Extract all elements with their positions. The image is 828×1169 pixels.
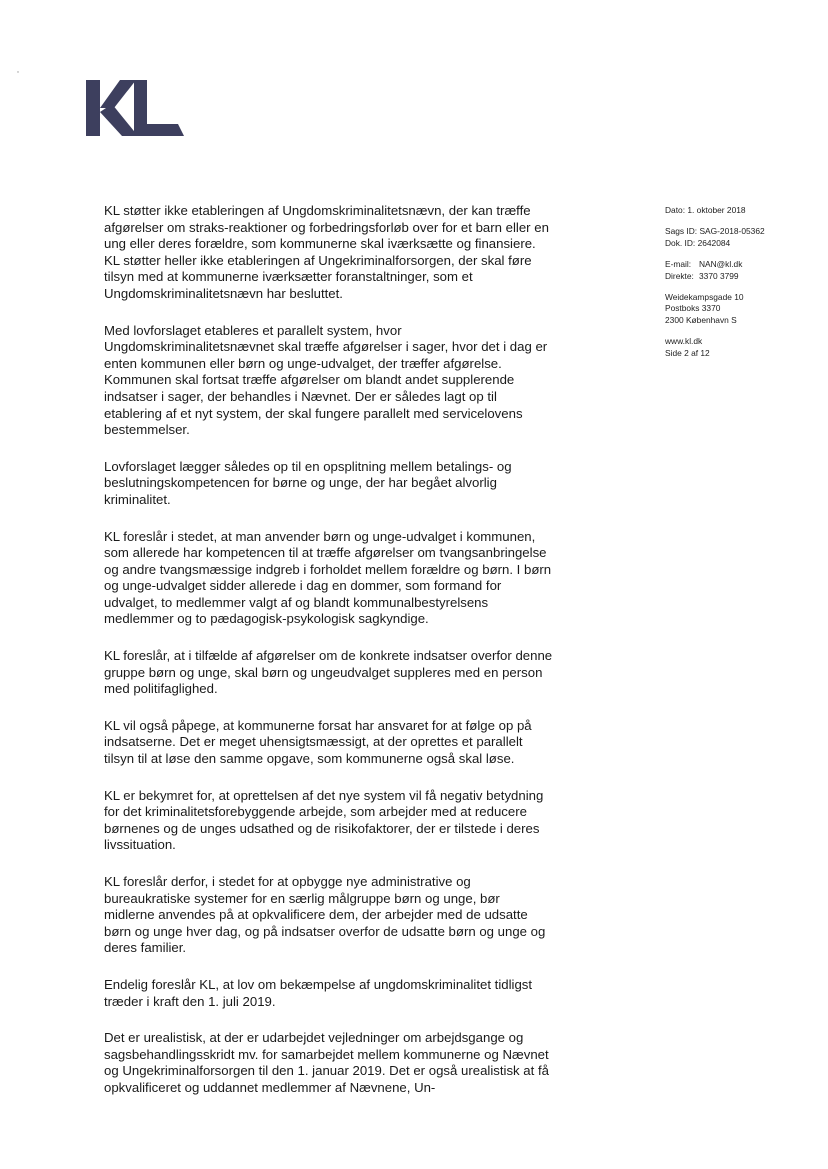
direkte-label: Direkte: xyxy=(665,270,694,281)
kl-logo xyxy=(86,78,184,140)
address-city: 2300 København S xyxy=(665,314,737,325)
document-id: Dok. ID: 2642084 xyxy=(665,237,731,248)
paragraph: Det er urealistisk, at der er udarbejdet vejledninger om arbejdsgange og sagsbehandlingsskridt mv. for samarbejdet mellem kommunerne og Nævnet og Ungekriminalforsorgen til den 1. januar 2019. Det er også urealistisk at få opkvalificeret og uddannet medlemmer af Nævnene, Un- xyxy=(104,1030,549,1095)
web-and-page xyxy=(665,336,805,359)
phone-line xyxy=(665,271,805,282)
direkte-value: 3370 3799 xyxy=(699,270,739,281)
paragraph: KL er bekymret for, at oprettelsen af det nye system vil få negativ betydning for det kriminalitetsforebyggende arbejde, som arbejder med at reducere børnenes og de unges udsathed og de risikofaktorer, der er tilstede i deres livssituation. xyxy=(104,787,544,853)
paragraph: KL foreslår derfor, i stedet for at opbygge nye administrative og bureaukratiske systemer for en særlig målgruppe børn og unge, bør midlerne anvendes på at opkvalificere dem, der arbejder med de udsatte børn og unge hver dag, og på indsatser overfor de udsatte børn og unge og deres familier. xyxy=(104,874,546,956)
letter-metadata-sidebar xyxy=(665,205,805,369)
letter-body xyxy=(104,203,554,1117)
paragraph: Lovforslaget lægger således op til en opsplitning mellem betalings- og beslutningskompetencen for børne og unge, der har begået alvorlig kriminalitet. xyxy=(104,458,512,507)
paragraph: Med lovforslaget etableres et parallelt system, hvor Ungdomskriminalitetsnævnet skal træffe afgørelser i sager, hvor det i dag er enten kommunen eller børn og unge-udvalget, der træffer afgørelse. Kommunen skal fortsat træffe afgørelser om blandt andet supplerende indsatser i sager, der behandles i Nævnet. Der er således lagt op til etablering af et nyt system, der skal fungere parallelt med servicelovens bestemmelser. xyxy=(104,322,548,438)
date-group xyxy=(665,205,805,216)
paragraph: KL vil også påpege, at kommunerne forsat har ansvaret for at følge op på indsatserne. Det er meget uhensigtsmæssigt, at der oprettes et parallelt tilsyn til at løse den samme opgave, som kommunerne også skal løse. xyxy=(104,717,532,767)
scan-speck-marks xyxy=(10,20,40,80)
case-id: Sags ID: SAG-2018-05362 xyxy=(665,226,765,237)
page-number: Side 2 af 12 xyxy=(665,347,710,358)
address-street: Weidekampsgade 10 xyxy=(665,292,744,303)
website: www.kl.dk xyxy=(665,336,703,347)
paragraph: KL støtter ikke etableringen af Ungdomskriminalitetsnævn, der kan træffe afgørelser om straks-reaktioner og forbedringsforløb over for et barn eller en ung eller deres forældre, som kommunerne skal iværksætte og finansiere. KL støtter heller ikke etableringen af Ungekriminalforsorgen, der skal føre tilsyn med at kommunerne iværksætter foranstaltninger, som et Ungdomskriminalitetsnævn har besluttet. xyxy=(104,203,549,301)
paragraph: KL foreslår, at i tilfælde af afgørelser om de konkrete indsatser overfor denne gruppe børn og unge, skal børn og ungeudvalget suppleres med en person med politifaglighed. xyxy=(104,648,553,697)
date: Dato: 1. oktober 2018 xyxy=(665,205,746,215)
address xyxy=(665,292,805,326)
email-label: E-mail: xyxy=(665,259,692,270)
paragraph: KL foreslår i stedet, at man anvender børn og unge-udvalget i kommunen, som allerede har kompetencen til at træffe afgørelser om tvangsanbringelse og andre tvangsmæssige indgreb i forholdet mellem forældre og børn. I børn og unge-udvalget sidder allerede i dag en dommer, som formand for udvalget, to medlemmer valgt af og blandt kommunalbestyrelsens medlemmer og to pædagogisk-psykologisk sagkyndige. xyxy=(104,528,552,627)
case-ids xyxy=(665,226,805,249)
email-value: NAN@kl.dk xyxy=(699,259,743,270)
paragraph: Endelig foreslår KL, at lov om bekæmpelse af ungdomskriminalitet tidligst træder i kraft den 1. juli 2019. xyxy=(104,976,533,1009)
kl-logo-icon xyxy=(86,78,184,140)
contact-info xyxy=(665,259,805,282)
address-box: Postboks 3370 xyxy=(665,303,721,314)
email-line xyxy=(665,259,805,270)
